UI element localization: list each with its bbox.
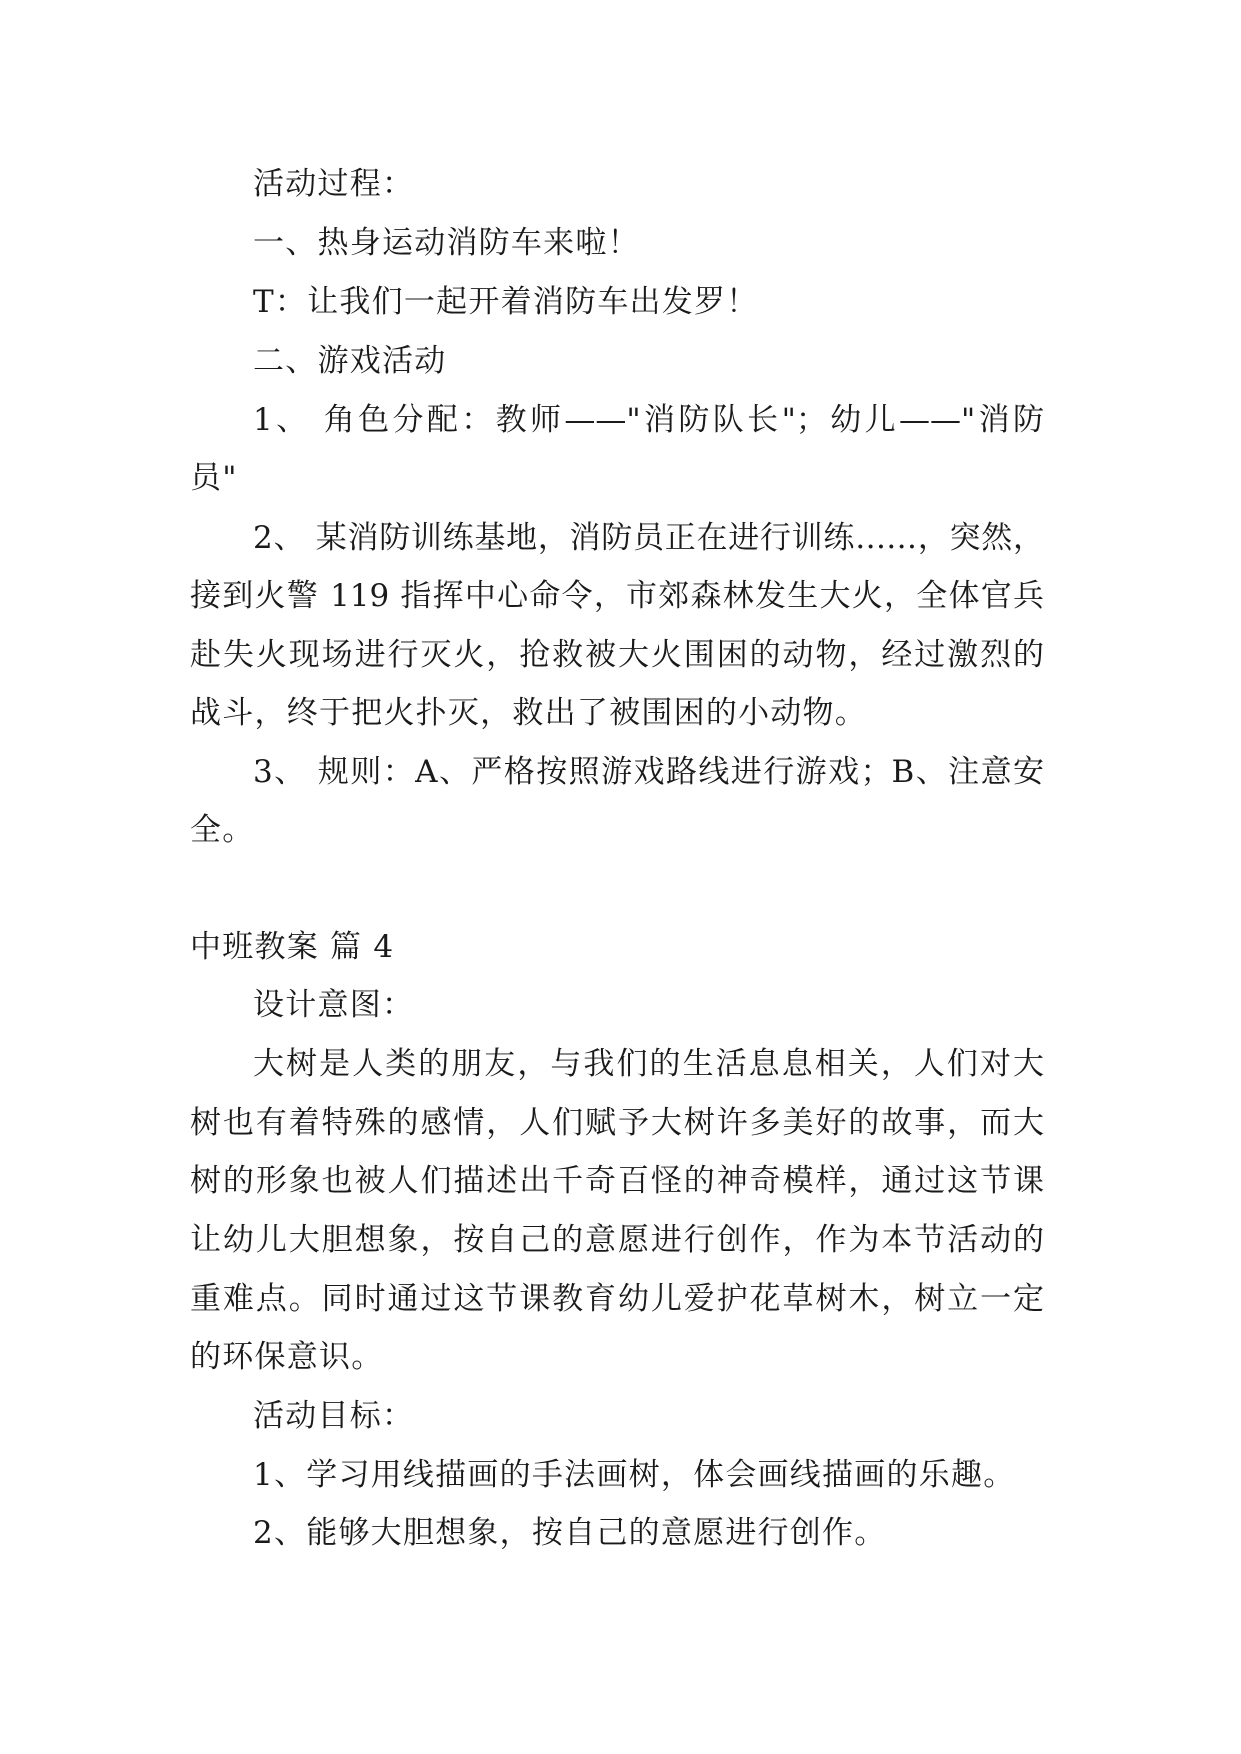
item2-line4: 战斗，终于把火扑灭，救出了被围困的小动物。 <box>190 695 868 731</box>
step1-heading: 一、热身运动消防车来啦！ <box>253 225 640 261</box>
item1-line2: 员" <box>190 460 238 496</box>
design-line5: 重难点。同时通过这节课教育幼儿爱护花草树木，树立一定 <box>190 1281 1044 1317</box>
design-line3: 树的形象也被人们描述出千奇百怪的神奇模样，通过这节课 <box>190 1163 1044 1199</box>
goal-1: 1、学习用线描画的手法画树，体会画线描画的乐趣。 <box>253 1457 1016 1493</box>
design-line6: 的环保意识。 <box>190 1339 384 1375</box>
design-heading: 设计意图： <box>253 987 415 1023</box>
design-line2: 树也有着特殊的感情，人们赋予大树许多美好的故事，而大 <box>190 1105 1044 1141</box>
item3-line2: 全。 <box>190 812 255 848</box>
item2-line1: 2、 某消防训练基地，消防员正在进行训练……，突然， <box>253 520 1044 556</box>
step2-heading: 二、游戏活动 <box>253 343 447 379</box>
item3-line1: 3、 规则：A、严格按照游戏路线进行游戏；B、注意安 <box>253 754 1044 790</box>
design-line4: 让幼儿大胆想象，按自己的意愿进行创作，作为本节活动的 <box>190 1222 1044 1258</box>
process-heading: 活动过程： <box>253 166 415 202</box>
step1-line: T：让我们一起开着消防车出发罗！ <box>253 284 759 320</box>
section-title: 中班教案 篇 4 <box>190 929 395 965</box>
design-line1: 大树是人类的朋友，与我们的生活息息相关，人们对大 <box>253 1046 1044 1082</box>
item2-line3: 赴失火现场进行灭火，抢救被大火围困的动物，经过激烈的 <box>190 637 1044 673</box>
item1-line1: 1、 角色分配：教师——"消防队长"；幼儿——"消防 <box>253 402 1044 438</box>
goal-2: 2、能够大胆想象，按自己的意愿进行创作。 <box>253 1515 887 1551</box>
item2-line2: 接到火警 119 指挥中心命令，市郊森林发生大火，全体官兵 <box>190 578 1044 614</box>
goals-heading: 活动目标： <box>253 1398 415 1434</box>
